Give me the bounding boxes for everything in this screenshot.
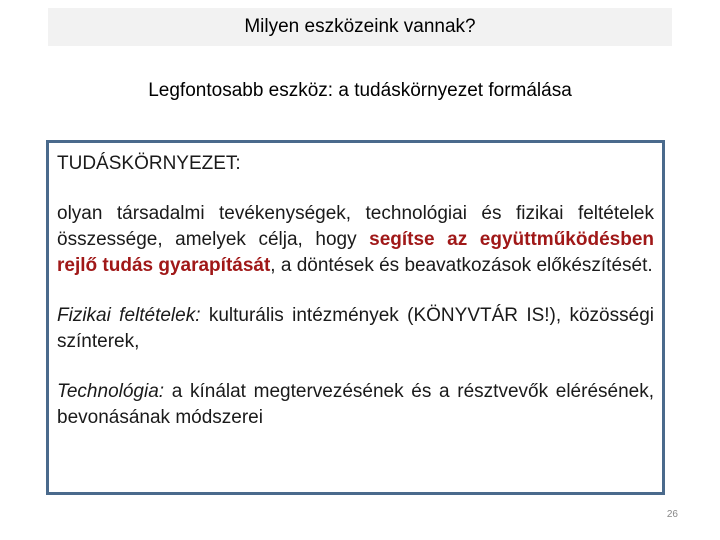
definition-text-end: , a döntések és beavatkozások előkészítését. [270,255,653,276]
technology-text: a kínálat megtervezésének és a résztvevők elérésének, bevonásának módszerei [57,381,654,428]
definition-box [46,140,665,495]
slide-title: Milyen eszközeink vannak? [244,16,476,37]
physical-conditions-text: kulturális intézmények (KÖNYVTÁR IS!), közösségi színterek, [57,305,654,352]
physical-conditions-paragraph [57,303,654,355]
slide-title-bar [48,8,672,46]
slide-subtitle: Legfontosabb eszköz: a tudáskörnyezet formálása [148,80,572,101]
box-heading: TUDÁSKÖRNYEZET: [57,153,241,174]
definition-text-start: olyan társadalmi tevékenységek, technológiai és fizikai feltételek összessége, amelyek célja, hogy [57,203,654,250]
definition-highlight: segítse az együttműködésben rejlő tudás gyarapítását [57,229,654,276]
page-number: 26 [666,509,678,520]
definition-paragraph [57,201,654,279]
physical-conditions-label: Fizikai feltételek: [57,305,201,326]
technology-paragraph [57,379,654,431]
technology-label: Technológia: [57,381,165,402]
